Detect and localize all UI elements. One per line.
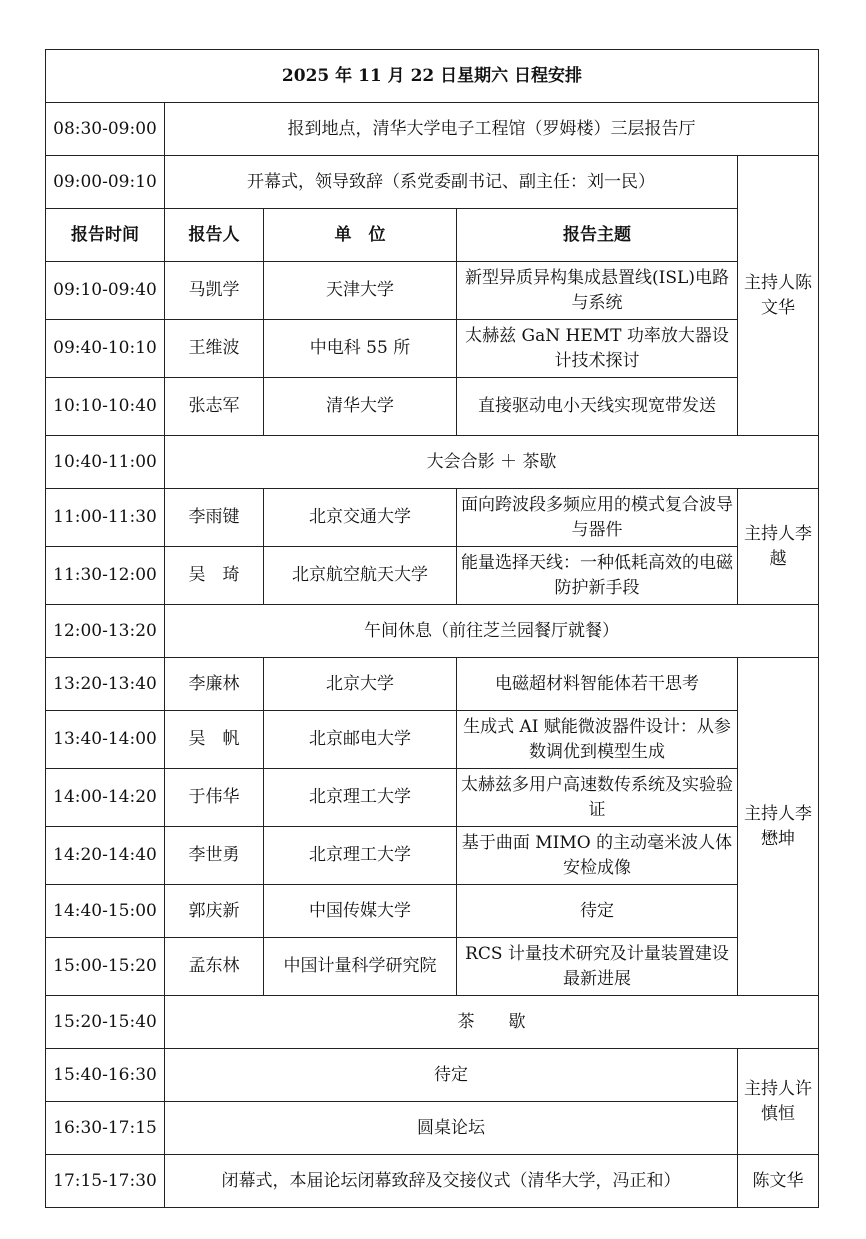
topic-cell: 直接驱动电小天线实现宽带发送 <box>457 378 738 436</box>
host-cell: 主持人陈文华 <box>738 156 819 436</box>
schedule-table <box>45 49 829 1208</box>
table-row <box>46 1155 819 1208</box>
time-cell: 14:40-15:00 <box>46 885 165 938</box>
topic-cell: 新型异质异构集成悬置线(ISL)电路与系统 <box>457 262 738 320</box>
speaker-cell: 李世勇 <box>165 827 264 885</box>
speaker-cell: 李雨键 <box>165 489 264 547</box>
time-cell: 12:00-13:20 <box>46 605 165 658</box>
unit-cell: 北京航空航天大学 <box>264 547 457 605</box>
unit-cell: 中电科 55 所 <box>264 320 457 378</box>
table-row <box>46 996 819 1049</box>
unit-cell: 北京交通大学 <box>264 489 457 547</box>
event-cell: 茶 歇 <box>165 996 819 1049</box>
table-row <box>46 262 819 320</box>
table-row <box>46 938 819 996</box>
topic-cell: RCS 计量技术研究及计量装置建设最新进展 <box>457 938 738 996</box>
table-row <box>46 547 819 605</box>
time-cell: 15:00-15:20 <box>46 938 165 996</box>
time-cell: 11:30-12:00 <box>46 547 165 605</box>
header-unit: 单 位 <box>264 209 457 262</box>
time-cell: 14:00-14:20 <box>46 769 165 827</box>
table-row <box>46 436 819 489</box>
speaker-cell: 于伟华 <box>165 769 264 827</box>
time-cell: 11:00-11:30 <box>46 489 165 547</box>
time-cell: 10:40-11:00 <box>46 436 165 489</box>
table-row <box>46 103 819 156</box>
time-cell: 17:15-17:30 <box>46 1155 165 1208</box>
unit-cell: 天津大学 <box>264 262 457 320</box>
table-row <box>46 320 819 378</box>
time-cell: 09:40-10:10 <box>46 320 165 378</box>
header-row <box>46 209 819 262</box>
host-cell: 陈文华 <box>738 1155 819 1208</box>
table-row <box>46 378 819 436</box>
table-row <box>46 711 819 769</box>
unit-cell: 清华大学 <box>264 378 457 436</box>
schedule-title: 2025 年 11 月 22 日星期六 日程安排 <box>46 50 819 103</box>
event-cell: 午间休息（前往芝兰园餐厅就餐） <box>165 605 819 658</box>
event-cell: 开幕式，领导致辞（系党委副书记、副主任：刘一民） <box>165 156 738 209</box>
event-cell: 待定 <box>165 1049 738 1102</box>
topic-cell: 能量选择天线：一种低耗高效的电磁防护新手段 <box>457 547 738 605</box>
event-cell: 圆桌论坛 <box>165 1102 738 1155</box>
time-cell: 09:10-09:40 <box>46 262 165 320</box>
host-cell: 主持人李懋坤 <box>738 658 819 996</box>
topic-cell: 太赫兹 GaN HEMT 功率放大器设计技术探讨 <box>457 320 738 378</box>
topic-cell: 待定 <box>457 885 738 938</box>
event-cell: 闭幕式，本届论坛闭幕致辞及交接仪式（清华大学，冯正和） <box>165 1155 738 1208</box>
time-cell: 14:20-14:40 <box>46 827 165 885</box>
time-cell: 13:40-14:00 <box>46 711 165 769</box>
speaker-cell: 李廉林 <box>165 658 264 711</box>
topic-cell: 生成式 AI 赋能微波器件设计：从参数调优到模型生成 <box>457 711 738 769</box>
table-row <box>46 885 819 938</box>
topic-cell: 面向跨波段多频应用的模式复合波导与器件 <box>457 489 738 547</box>
speaker-cell: 王维波 <box>165 320 264 378</box>
header-time: 报告时间 <box>46 209 165 262</box>
speaker-cell: 张志军 <box>165 378 264 436</box>
unit-cell: 北京大学 <box>264 658 457 711</box>
table-row <box>46 1049 819 1102</box>
unit-cell: 北京邮电大学 <box>264 711 457 769</box>
host-cell: 主持人许慎恒 <box>738 1049 819 1155</box>
table-row <box>46 1102 819 1155</box>
time-cell: 15:40-16:30 <box>46 1049 165 1102</box>
speaker-cell: 马凯学 <box>165 262 264 320</box>
speaker-cell: 吴 帆 <box>165 711 264 769</box>
time-cell: 08:30-09:00 <box>46 103 165 156</box>
table-row <box>46 605 819 658</box>
table-row <box>46 769 819 827</box>
time-cell: 09:00-09:10 <box>46 156 165 209</box>
time-cell: 10:10-10:40 <box>46 378 165 436</box>
header-topic: 报告主题 <box>457 209 738 262</box>
unit-cell: 北京理工大学 <box>264 769 457 827</box>
topic-cell: 电磁超材料智能体若干思考 <box>457 658 738 711</box>
topic-cell: 基于曲面 MIMO 的主动毫米波人体安检成像 <box>457 827 738 885</box>
title-row <box>46 50 819 103</box>
speaker-cell: 郭庆新 <box>165 885 264 938</box>
header-speaker: 报告人 <box>165 209 264 262</box>
speaker-cell: 吴 琦 <box>165 547 264 605</box>
table-row <box>46 156 819 209</box>
speaker-cell: 孟东林 <box>165 938 264 996</box>
time-cell: 16:30-17:15 <box>46 1102 165 1155</box>
table-row <box>46 489 819 547</box>
unit-cell: 中国传媒大学 <box>264 885 457 938</box>
event-cell: 报到地点，清华大学电子工程馆（罗姆楼）三层报告厅 <box>165 103 819 156</box>
table-row <box>46 827 819 885</box>
table-row <box>46 658 819 711</box>
time-cell: 15:20-15:40 <box>46 996 165 1049</box>
unit-cell: 北京理工大学 <box>264 827 457 885</box>
topic-cell: 太赫兹多用户高速数传系统及实验验证 <box>457 769 738 827</box>
unit-cell: 中国计量科学研究院 <box>264 938 457 996</box>
event-cell: 大会合影 ＋ 茶歇 <box>165 436 819 489</box>
time-cell: 13:20-13:40 <box>46 658 165 711</box>
host-cell: 主持人李 越 <box>738 489 819 605</box>
